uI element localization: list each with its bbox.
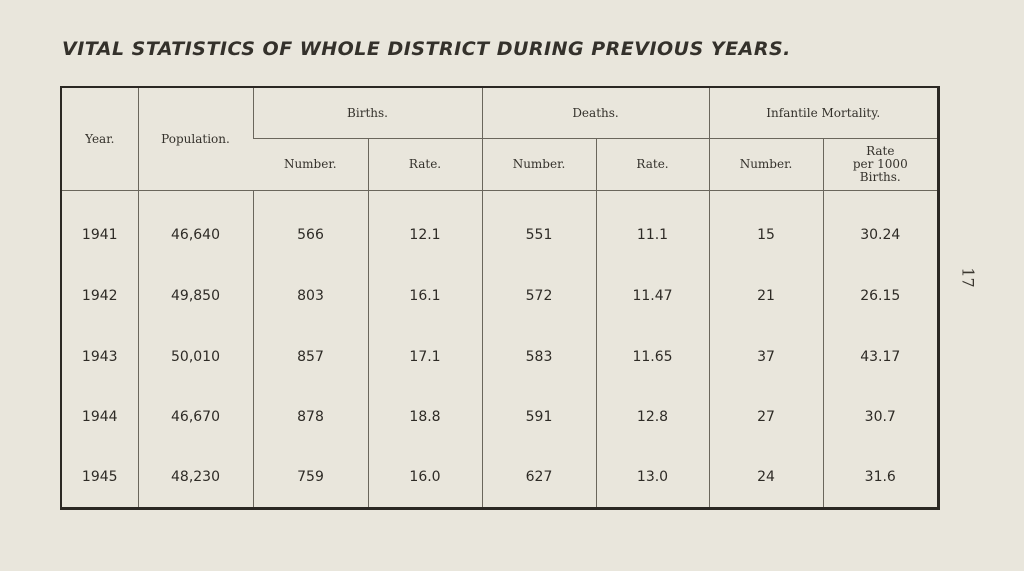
cell-im-number: 21 bbox=[709, 266, 823, 326]
cell-population: 46,670 bbox=[138, 387, 253, 447]
cell-im-number: 27 bbox=[709, 387, 823, 447]
cell-population: 50,010 bbox=[138, 326, 253, 386]
cell-population: 49,850 bbox=[138, 266, 253, 326]
header-im-number: Number. bbox=[709, 138, 823, 190]
cell-deaths-number: 551 bbox=[482, 190, 596, 266]
table-row bbox=[62, 447, 937, 507]
page-title: VITAL STATISTICS OF WHOLE DISTRICT DURING PREVIOUS YEARS. bbox=[62, 38, 791, 60]
page-number: 17 bbox=[958, 267, 978, 288]
table-row bbox=[62, 387, 937, 447]
cell-population: 48,230 bbox=[138, 447, 253, 507]
cell-year: 1945 bbox=[81, 468, 118, 485]
header-year: Year. bbox=[62, 88, 138, 190]
cell-births-rate: 12.1 bbox=[368, 190, 482, 266]
cell-births-rate: 16.1 bbox=[368, 266, 482, 326]
cell-year: 1941 bbox=[81, 227, 118, 244]
cell-im-rate: 43.17 bbox=[823, 326, 937, 386]
cell-im-rate: 30.24 bbox=[823, 190, 937, 266]
cell-population: 46,640 bbox=[138, 190, 253, 266]
cell-deaths-number: 583 bbox=[482, 326, 596, 386]
cell-births-rate: 18.8 bbox=[368, 387, 482, 447]
cell-births-number: 857 bbox=[253, 326, 368, 386]
cell-im-rate: 26.15 bbox=[823, 266, 937, 326]
cell-im-number: 15 bbox=[709, 190, 823, 266]
cell-im-rate: 30.7 bbox=[823, 387, 937, 447]
cell-year: 1944 bbox=[81, 408, 118, 425]
header-im-rate-line1: Rate bbox=[866, 143, 895, 158]
table-row bbox=[62, 326, 937, 386]
table-row bbox=[62, 190, 937, 266]
cell-im-number: 37 bbox=[709, 326, 823, 386]
header-deaths-rate: Rate. bbox=[596, 138, 709, 190]
cell-births-rate: 16.0 bbox=[368, 447, 482, 507]
header-population: Population. bbox=[138, 88, 253, 190]
header-deaths-number: Number. bbox=[482, 138, 596, 190]
header-im-rate bbox=[823, 138, 937, 190]
cell-deaths-rate: 12.8 bbox=[596, 387, 709, 447]
cell-births-number: 566 bbox=[253, 190, 368, 266]
cell-births-rate: 17.1 bbox=[368, 326, 482, 386]
cell-im-rate: 31.6 bbox=[823, 447, 937, 507]
header-infantile-mortality: Infantile Mortality. bbox=[709, 88, 937, 138]
header-births: Births. bbox=[253, 88, 482, 138]
header-im-rate-line2: per 1000 bbox=[852, 156, 908, 171]
header-births-rate: Rate. bbox=[368, 138, 482, 190]
header-births-number: Number. bbox=[253, 138, 368, 190]
cell-deaths-number: 572 bbox=[482, 266, 596, 326]
cell-deaths-rate: 11.47 bbox=[596, 266, 709, 326]
cell-deaths-number: 591 bbox=[482, 387, 596, 447]
cell-births-number: 803 bbox=[253, 266, 368, 326]
cell-deaths-rate: 13.0 bbox=[596, 447, 709, 507]
table-row bbox=[62, 266, 937, 326]
cell-deaths-rate: 11.1 bbox=[596, 190, 709, 266]
header-im-rate-line3: Births. bbox=[859, 169, 901, 184]
cell-deaths-number: 627 bbox=[482, 447, 596, 507]
cell-births-number: 759 bbox=[253, 447, 368, 507]
vital-statistics-table bbox=[60, 86, 940, 510]
cell-deaths-rate: 11.65 bbox=[596, 326, 709, 386]
cell-im-number: 24 bbox=[709, 447, 823, 507]
cell-births-number: 878 bbox=[253, 387, 368, 447]
cell-year: 1943 bbox=[81, 348, 118, 365]
header-deaths: Deaths. bbox=[482, 88, 709, 138]
cell-year: 1942 bbox=[81, 288, 118, 305]
